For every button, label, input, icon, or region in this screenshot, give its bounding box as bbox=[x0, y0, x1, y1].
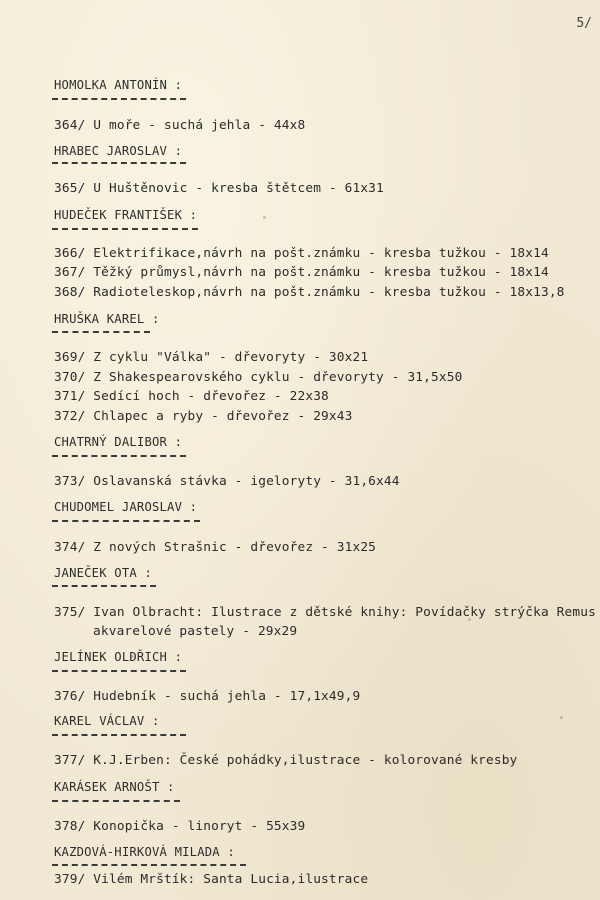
catalog-entry: 367/ Těžký průmysl,návrh na pošt.známku - kresba tužkou - 18x14 bbox=[54, 265, 549, 280]
heading-underline bbox=[52, 800, 180, 802]
paper-speck bbox=[131, 655, 134, 658]
artist-heading: KAZDOVÁ-HIRKOVÁ MILADA : bbox=[54, 845, 235, 859]
artist-heading: KARÁSEK ARNOŠT : bbox=[54, 780, 175, 794]
artist-heading: HUDEČEK FRANTIŠEK : bbox=[54, 208, 198, 222]
catalog-entry: 364/ U moře - suchá jehla - 44x8 bbox=[54, 118, 306, 133]
heading-underline bbox=[52, 864, 246, 866]
heading-underline bbox=[52, 520, 200, 522]
catalog-entry: 376/ Hudebník - suchá jehla - 17,1x49,9 bbox=[54, 689, 361, 704]
paper-speck bbox=[263, 216, 266, 219]
page-number: 5/ bbox=[576, 16, 592, 31]
heading-underline bbox=[52, 162, 186, 164]
artist-heading: JELÍNEK OLDŘICH : bbox=[54, 650, 183, 664]
catalog-entry: 371/ Sedící hoch - dřevořez - 22x38 bbox=[54, 389, 329, 404]
artist-heading: CHUDOMEL JAROSLAV : bbox=[54, 500, 198, 514]
catalog-entry: 379/ Vilém Mrštík: Santa Lucia,ilustrace bbox=[54, 872, 369, 887]
paper-speck bbox=[560, 716, 563, 719]
catalog-entry: 375/ Ivan Olbracht: Ilustrace z dětské knihy: Povídačky strýčka Remus bbox=[54, 605, 596, 620]
catalog-entry: 366/ Elektrifikace,návrh na pošt.známku - kresba tužkou - 18x14 bbox=[54, 246, 549, 261]
artist-heading: HOMOLKA ANTONÍN : bbox=[54, 78, 183, 92]
artist-heading: HRUŠKA KAREL : bbox=[54, 312, 160, 326]
heading-underline bbox=[52, 585, 156, 587]
catalog-entry: 378/ Konopička - linoryt - 55x39 bbox=[54, 819, 306, 834]
heading-underline bbox=[52, 331, 150, 333]
artist-heading: CHATRNÝ DALIBOR : bbox=[54, 435, 183, 449]
paper-speck bbox=[468, 618, 471, 621]
catalog-entry: 377/ K.J.Erben: České pohádky,ilustrace - kolorované kresby bbox=[54, 753, 518, 768]
catalog-entry: 369/ Z cyklu "Válka" - dřevoryty - 30x21 bbox=[54, 350, 369, 365]
catalog-entry-continuation: akvarelové pastely - 29x29 bbox=[93, 624, 298, 639]
catalog-entry: 370/ Z Shakespearovského cyklu - dřevoryty - 31,5x50 bbox=[54, 370, 463, 385]
heading-underline bbox=[52, 670, 186, 672]
artist-heading: KAREL VÁCLAV : bbox=[54, 714, 160, 728]
heading-underline bbox=[52, 734, 186, 736]
heading-underline bbox=[52, 98, 186, 100]
heading-underline bbox=[52, 228, 198, 230]
catalog-entry: 373/ Oslavanská stávka - igeloryty - 31,6x44 bbox=[54, 474, 400, 489]
artist-heading: HRABEC JAROSLAV : bbox=[54, 144, 183, 158]
artist-heading: JANEČEK OTA : bbox=[54, 566, 152, 580]
catalog-entry: 365/ U Huštěnovic - kresba štětcem - 61x31 bbox=[54, 181, 384, 196]
catalog-entry: 368/ Radioteleskop,návrh na pošt.známku - kresba tužkou - 18x13,8 bbox=[54, 285, 565, 300]
catalog-entry: 374/ Z nových Strašnic - dřevořez - 31x25 bbox=[54, 540, 377, 555]
heading-underline bbox=[52, 455, 186, 457]
catalog-entry: 372/ Chlapec a ryby - dřevořez - 29x43 bbox=[54, 409, 353, 424]
